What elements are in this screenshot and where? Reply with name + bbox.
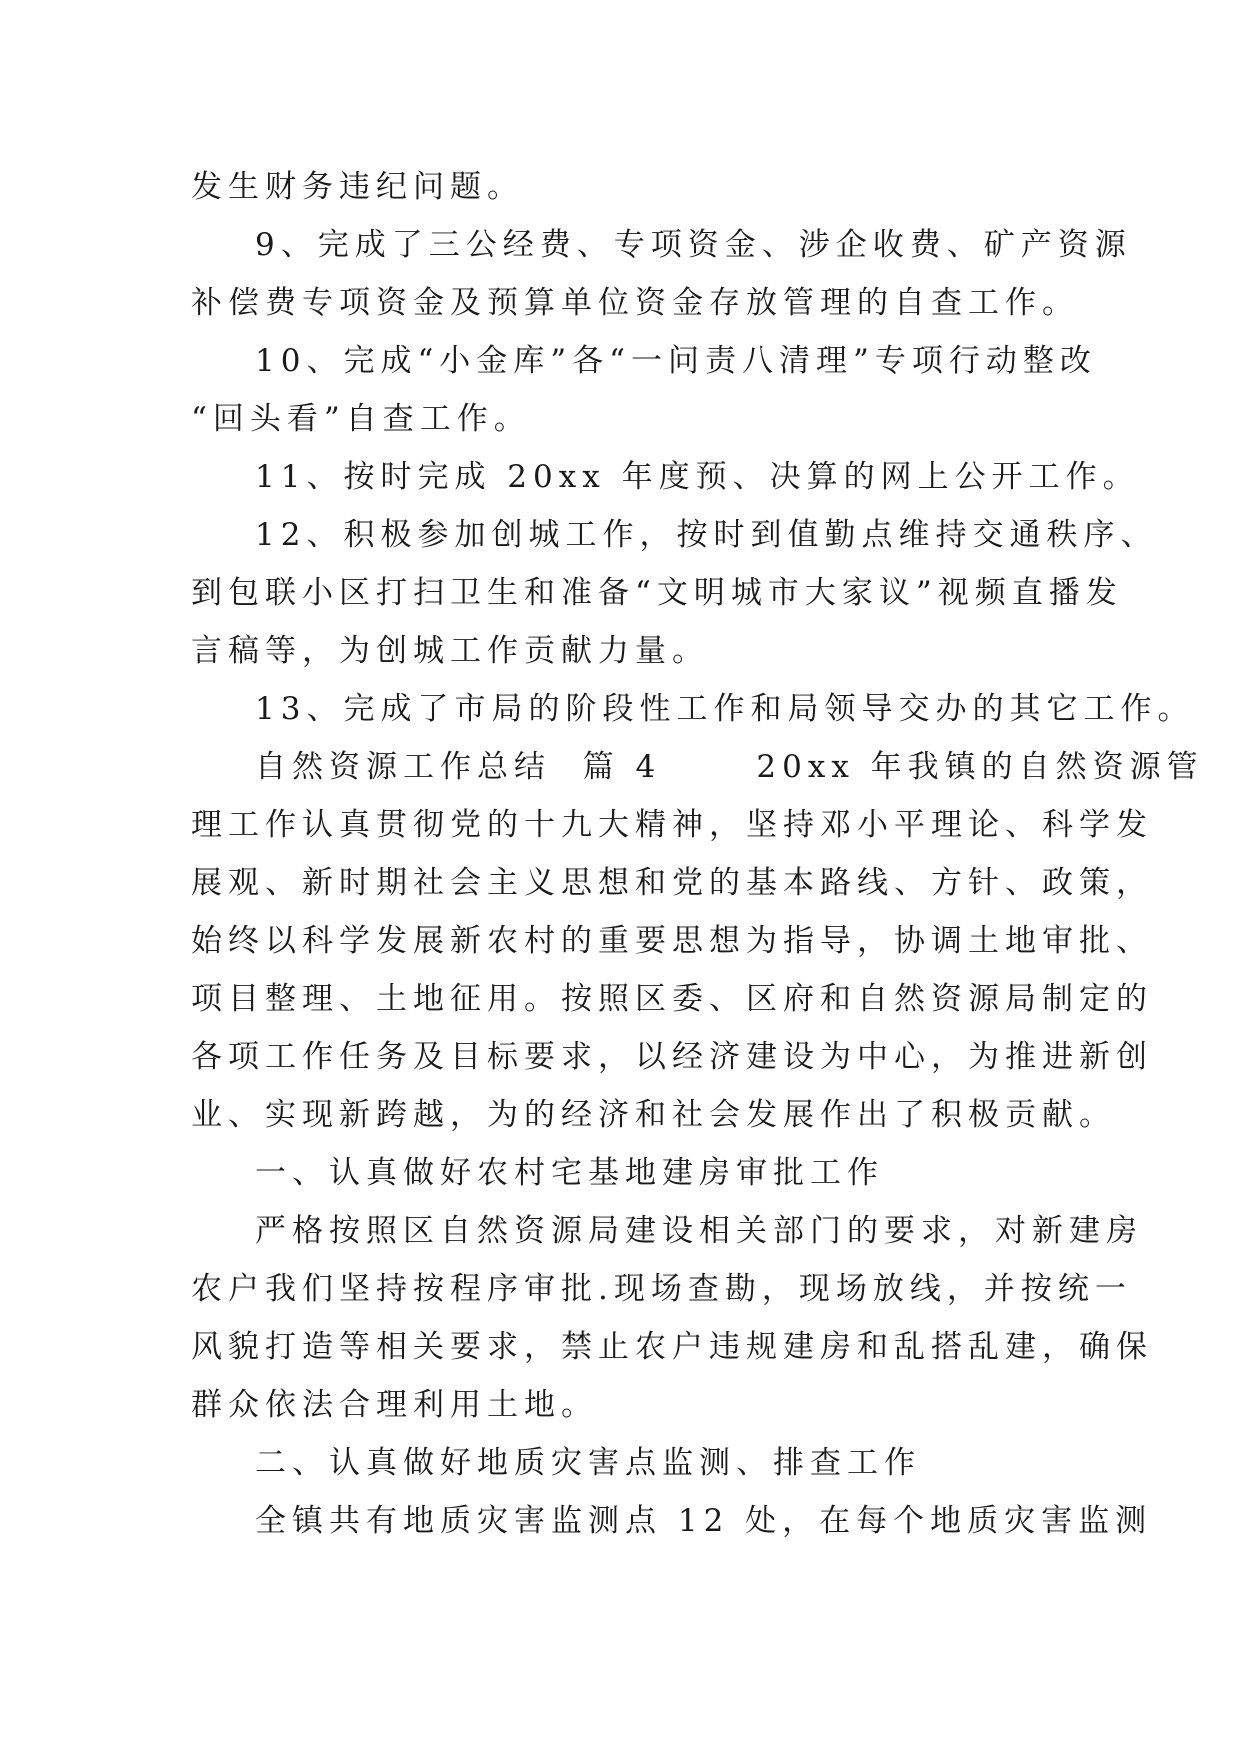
- text-line: 理工作认真贯彻党的十九大精神，坚持邓小平理论、科学发: [191, 807, 1153, 843]
- section-heading-line: 自然资源工作总结 篇 4 20xx 年我镇的自然资源管: [255, 749, 1204, 785]
- text-line: 严格按照区自然资源局建设相关部门的要求，对新建房: [255, 1213, 1143, 1249]
- text-line: 全镇共有地质灾害监测点 12 处，在每个地质灾害监测: [255, 1503, 1153, 1539]
- text-line: 业、实现新跨越，为的经济和社会发展作出了积极贡献。: [191, 1097, 1116, 1133]
- text-line: 风貌打造等相关要求，禁止农户违规建房和乱搭乱建，确保: [191, 1329, 1153, 1365]
- text-line: 展观、新时期社会主义思想和党的基本路线、方针、政策，: [191, 865, 1153, 901]
- text-line: “回头看”自查工作。: [191, 401, 531, 437]
- text-line: 9、完成了三公经费、专项资金、涉企收费、矿产资源: [255, 227, 1132, 263]
- text-line: 各项工作任务及目标要求，以经济建设为中心，为推进新创: [191, 1039, 1153, 1075]
- document-body: [191, 158, 1204, 1550]
- text-line: 发生财务违纪问题。: [191, 169, 524, 205]
- text-line: 到包联小区打扫卫生和准备“文明城市大家议”视频直播发: [191, 575, 1123, 611]
- subheading-line: 一、认真做好农村宅基地建房审批工作: [255, 1155, 884, 1191]
- text-line: 13、完成了市局的阶段性工作和局领导交办的其它工作。: [255, 691, 1195, 727]
- subheading-line: 二、认真做好地质灾害点监测、排查工作: [255, 1445, 921, 1481]
- text-line: 群众依法合理利用土地。: [191, 1387, 598, 1423]
- text-line: 言稿等，为创城工作贡献力量。: [191, 633, 709, 669]
- text-line: 10、完成“小金库”各“一问责八清理”专项行动整改: [255, 343, 1097, 379]
- text-line: 12、积极参加创城工作，按时到值勤点维持交通秩序、: [255, 517, 1158, 553]
- text-line: 始终以科学发展新农村的重要思想为指导，协调土地审批、: [191, 923, 1153, 959]
- text-line: 补偿费专项资金及预算单位资金存放管理的自查工作。: [191, 285, 1079, 321]
- text-line: 项目整理、土地征用。按照区委、区府和自然资源局制定的: [191, 981, 1153, 1017]
- text-line: 农户我们坚持按程序审批.现场查勘，现场放线，并按统一: [191, 1271, 1132, 1307]
- text-line: 11、按时完成 20xx 年度预、决算的网上公开工作。: [255, 459, 1140, 495]
